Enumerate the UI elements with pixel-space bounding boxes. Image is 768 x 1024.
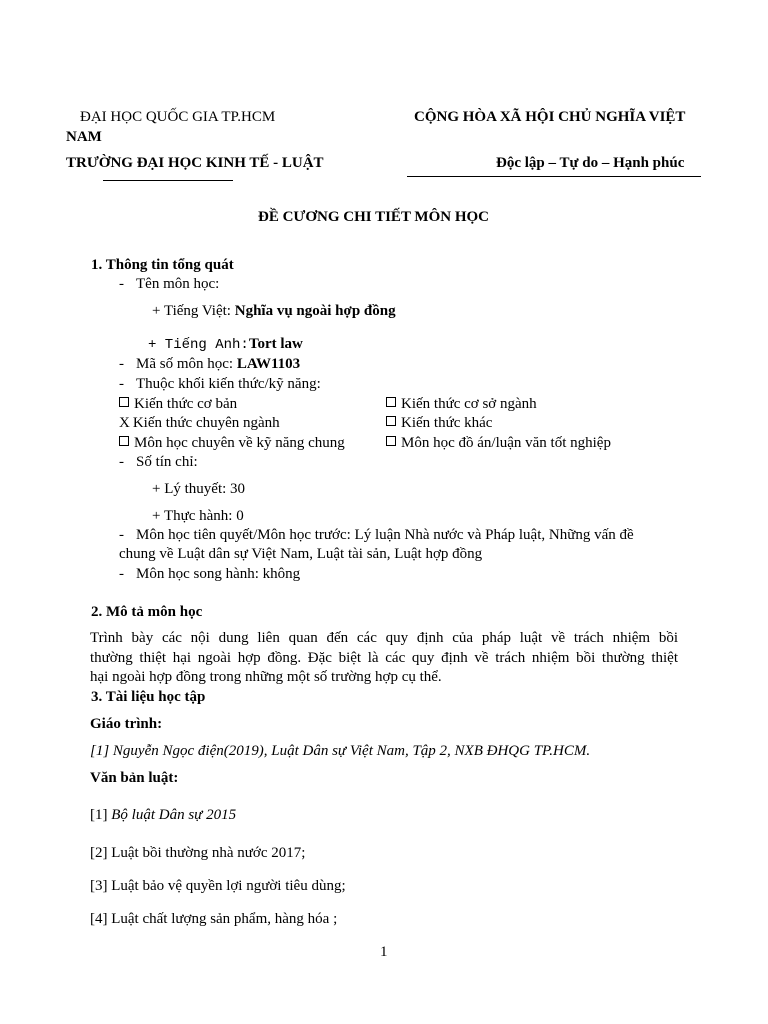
law-item-3: [3] Luật bảo vệ quyền lợi người tiêu dùng; <box>90 878 346 894</box>
option-thesis: Môn học đồ án/luận văn tốt nghiệp <box>386 435 611 452</box>
bullet-dash: - <box>119 276 124 292</box>
prerequisite-line2: chung về Luật dân sự Việt Nam, Luật tài sản, Luật hợp đồng <box>119 546 483 562</box>
english-name-row <box>148 336 303 353</box>
option-specialized: X Kiến thức chuyên ngành <box>119 415 280 431</box>
header-school: TRƯỜNG ĐẠI HỌC KINH TẾ - LUẬT <box>66 155 324 171</box>
header-republic: CỘNG HÒA XÃ HỘI CHỦ NGHĨA VIỆT <box>414 109 686 125</box>
bullet-dash: - <box>119 376 124 392</box>
checkbox-icon <box>386 436 396 446</box>
document-title: ĐỀ CƯƠNG CHI TIẾT MÔN HỌC <box>258 209 489 225</box>
description-line3: hại ngoài hợp đồng trong những một số trường hợp cụ thể. <box>90 669 442 685</box>
english-name-value: Tort law <box>248 336 303 352</box>
theory-credits: + Lý thuyết: 30 <box>152 481 246 497</box>
credits-label: Số tín chỉ: <box>136 454 198 470</box>
header-university: ĐẠI HỌC QUỐC GIA TP.HCM <box>80 109 276 125</box>
vietnamese-name-value: Nghĩa vụ ngoài hợp đồng <box>234 303 396 319</box>
bullet-dash: - <box>119 454 124 470</box>
course-code-row <box>136 356 300 373</box>
vietnamese-name-row <box>152 303 396 320</box>
textbook-item: [1] Nguyễn Ngọc điện(2019), Luật Dân sự Việt Nam, Tập 2, NXB ĐHQG TP.HCM. <box>90 743 591 759</box>
checkbox-icon <box>119 397 129 407</box>
header-left-underline <box>103 180 233 181</box>
section-3-heading: 3. Tài liệu học tập <box>91 689 206 705</box>
header-right-underline <box>407 176 701 177</box>
legal-docs-label: Văn bản luật: <box>90 770 179 786</box>
corequisite-line: Môn học song hành: không <box>136 566 301 582</box>
option-general-skills: Môn học chuyên về kỹ năng chung <box>119 435 345 452</box>
checkbox-icon <box>386 416 396 426</box>
vietnamese-name-label: + Tiếng Việt: <box>152 303 235 319</box>
law-item-1: [1] Bộ luật Dân sự 2015 <box>90 807 237 823</box>
option-other: Kiến thức khác <box>386 415 492 432</box>
section-1-heading: 1. Thông tin tổng quát <box>91 257 234 273</box>
header-republic-continued: NAM <box>66 129 102 145</box>
textbook-label: Giáo trình: <box>90 716 163 732</box>
english-name-label: + Tiếng Anh: <box>148 337 249 353</box>
bullet-dash: - <box>119 566 124 582</box>
course-code-value: LAW1103 <box>236 356 301 372</box>
x-mark: X <box>119 415 130 431</box>
law-item-1-title: Bộ luật Dân sự 2015 <box>111 807 237 823</box>
bullet-dash: - <box>119 527 124 543</box>
page-number: 1 <box>380 944 388 960</box>
option-basic: Kiến thức cơ bản <box>119 396 237 413</box>
header-motto: Độc lập – Tự do – Hạnh phúc <box>496 155 685 171</box>
checkbox-icon <box>119 436 129 446</box>
option-industry-base: Kiến thức cơ sở ngành <box>386 396 537 413</box>
prerequisite-line1: Môn học tiên quyết/Môn học trước: Lý luận Nhà nước và Pháp luật, Những vấn đề <box>136 527 634 543</box>
practice-credits: + Thực hành: 0 <box>152 508 244 524</box>
course-name-label: Tên môn học: <box>136 276 220 292</box>
law-item-4: [4] Luật chất lượng sản phẩm, hàng hóa ; <box>90 911 338 927</box>
law-item-2: [2] Luật bồi thường nhà nước 2017; <box>90 845 306 861</box>
course-code-label: Mã số môn học: <box>136 356 237 372</box>
checkbox-icon <box>386 397 396 407</box>
description-line1: Trình bày các nội dung liên quan đến các quy định của pháp luật về trách nhiệm bồi <box>90 630 678 646</box>
description-line2: thường thiệt hại ngoài hợp đồng. Đặc biệt là các quy định về trách nhiệm bồi thường thiệt <box>90 650 678 666</box>
bullet-dash: - <box>119 356 124 372</box>
section-2-heading: 2. Mô tả môn học <box>91 604 203 620</box>
knowledge-block-label: Thuộc khối kiến thức/kỹ năng: <box>136 376 321 392</box>
